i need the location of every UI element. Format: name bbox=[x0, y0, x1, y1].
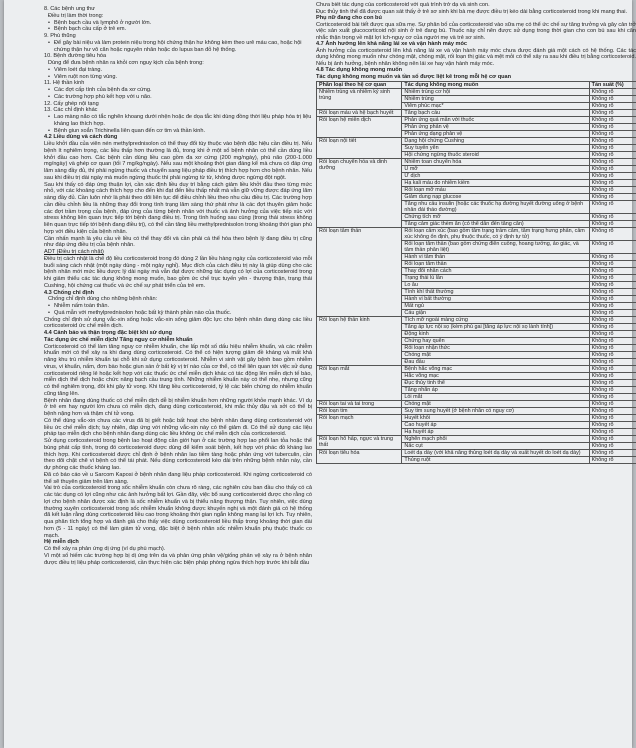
frequency-cell: Không rõ bbox=[589, 408, 636, 415]
table-row bbox=[317, 317, 636, 324]
side-effect-cell: Tính khí thất thường bbox=[402, 289, 589, 296]
side-effect-cell: Hành vi bất thường bbox=[402, 296, 589, 303]
text-paragraph: Đã có báo cáo về u Sarcom Kaposi ở bệnh nhân đang liệu pháp corticosteroid. Khi ngừng corticosteroid có thể sẽ thuyên giảm trên lâm sàng. bbox=[44, 471, 312, 485]
section-heading: 4.7 Ảnh hưởng lên khả năng lái xe và vận hành máy móc bbox=[316, 41, 468, 47]
organ-class-cell: Rối loạn nội tiết bbox=[317, 138, 402, 159]
side-effect-cell: Đau đầu bbox=[402, 359, 589, 366]
side-effect-cell: Tích mỡ ngoài màng cứng bbox=[402, 317, 589, 324]
organ-class-cell: Rối loạn chuyển hóa và dinh dưỡng bbox=[317, 159, 402, 228]
table-row bbox=[317, 89, 636, 96]
table-row bbox=[317, 401, 636, 408]
text-paragraph: 9. Phù thũng bbox=[44, 33, 76, 39]
side-effect-cell: Hành vi tâm thần bbox=[402, 254, 589, 261]
organ-class-cell: Rối loạn máu và hệ bạch huyết bbox=[317, 110, 402, 117]
table-row bbox=[317, 415, 636, 422]
section-heading: Tác dụng không mong muốn và tần số được liệt kê trong mỗi hệ cơ quan bbox=[316, 73, 512, 80]
section-heading: 4.2 Liều dùng và cách dùng bbox=[44, 134, 118, 141]
side-effect-cell: Tăng bạch cầu bbox=[402, 110, 589, 117]
organ-class-cell: Rối loạn hô hấp, ngực và trung thất bbox=[317, 436, 402, 450]
frequency-cell: Không rõ bbox=[589, 124, 636, 131]
frequency-cell: Không rõ bbox=[589, 415, 636, 422]
side-effect-cell: Rối loạn cảm xúc (bao gồm tâm trạng trầm cảm, tâm trạng hưng phấn, cảm xúc không ổn định, phụ thuộc thuốc, có ý định tự tử) bbox=[402, 228, 589, 241]
frequency-cell: Không rõ bbox=[589, 324, 636, 331]
side-effect-cell: Nhiễm trùng cơ hội bbox=[402, 89, 589, 96]
side-effect-cell: Giảm dung nạp glucose bbox=[402, 194, 589, 201]
frequency-cell: Không rõ bbox=[589, 310, 636, 317]
document-page bbox=[4, 0, 636, 748]
side-effect-cell: Rối loạn tâm thần (bao gồm chứng điên cuồng, hoang tưởng, ảo giác, và tâm thần phân liệt) bbox=[402, 241, 589, 254]
side-effect-cell: Ứ dịch bbox=[402, 173, 589, 180]
bullet-item: • Viêm ruột non từng vùng. bbox=[44, 74, 312, 81]
side-effect-cell: Nấc cụt bbox=[402, 443, 589, 450]
section-heading: 4.8 Tác dụng không mong muốn bbox=[316, 67, 403, 73]
side-effect-cell: Lồi mắt bbox=[402, 394, 589, 401]
right-intro bbox=[316, 2, 636, 80]
side-effect-cell: Chứng hay quên bbox=[402, 338, 589, 345]
table-header-row bbox=[317, 82, 636, 89]
bullet-item: • Quá mẫn với methylprednisolon hoặc bất kỳ thành phần nào của thuốc. bbox=[44, 310, 312, 317]
side-effect-cell: Cao huyết áp bbox=[402, 422, 589, 429]
organ-class-cell: Rối loạn tiêu hóa bbox=[317, 450, 402, 464]
organ-class-cell: Rối loạn tim bbox=[317, 408, 402, 415]
frequency-cell: Không rõ bbox=[589, 131, 636, 138]
frequency-cell: Không rõ bbox=[589, 221, 636, 228]
bullet-item: • Nhiễm nấm toàn thân. bbox=[44, 303, 312, 310]
text-paragraph: Dùng để đưa bệnh nhân ra khỏi cơn nguy kịch của bệnh trong: bbox=[48, 60, 204, 66]
table-row bbox=[317, 450, 636, 457]
side-effect-cell: Dạng hội chứng Cushing bbox=[402, 138, 589, 145]
side-effects-table-body bbox=[317, 89, 636, 464]
frequency-cell: Không rõ bbox=[589, 268, 636, 275]
frequency-cell: Không rõ bbox=[589, 261, 636, 268]
section-heading: Hệ miễn dịch bbox=[44, 539, 79, 546]
frequency-cell: Không rõ bbox=[589, 214, 636, 221]
organ-class-cell: Rối loạn mắt bbox=[317, 366, 402, 401]
frequency-cell: Không rõ bbox=[589, 359, 636, 366]
side-effect-cell: Động kinh bbox=[402, 331, 589, 338]
frequency-cell: Không rõ bbox=[589, 275, 636, 282]
frequency-cell: Không rõ bbox=[589, 110, 636, 117]
frequency-cell: Không rõ bbox=[589, 401, 636, 408]
frequency-cell: Không rõ bbox=[589, 194, 636, 201]
frequency-cell: Không rõ bbox=[589, 387, 636, 394]
side-effect-cell: Bệnh hắc võng mạc bbox=[402, 366, 589, 373]
side-effect-cell: Tăng cảm giác thèm ăn (có thể dẫn đến tăng cân) bbox=[402, 221, 589, 228]
text-paragraph: Corticosteroid bài tiết được qua sữa mẹ. Sự phân bố của corticosteroid vào sữa mẹ có thể ức chế sự tăng trưởng và gây cản trở việc sản xuất glucocorticoid nội sinh ở trẻ đang bú. Thuốc này chỉ nên được sử dụng trong thời gian cho con bú sau khi cân nhắc thận trọng về mặt lợi ích-nguy cơ của người mẹ và trẻ sơ sinh. bbox=[316, 21, 636, 41]
side-effect-cell: Thay đổi nhân cách bbox=[402, 268, 589, 275]
frequency-cell: Không rõ bbox=[589, 173, 636, 180]
frequency-cell: Không rõ bbox=[589, 331, 636, 338]
side-effect-cell: Tăng áp lực nội sọ (kèm phù gai [tăng áp lực nội sọ lành tính]) bbox=[402, 324, 589, 331]
side-effect-cell: Hắc võng mạc bbox=[402, 373, 589, 380]
frequency-cell: Không rõ bbox=[589, 96, 636, 103]
header-frequency: Tần suất (%) bbox=[589, 82, 636, 89]
frequency-cell: Không rõ bbox=[589, 117, 636, 124]
frequency-cell: Không rõ bbox=[589, 241, 636, 254]
frequency-cell: Không rõ bbox=[589, 373, 636, 380]
table-row bbox=[317, 117, 636, 124]
side-effect-cell: Loét dạ dày (với khả năng thủng loét dạ dày và xuất huyết do loét dạ dày) bbox=[402, 450, 589, 457]
frequency-cell: Không rõ bbox=[589, 89, 636, 96]
text-paragraph: 11. Hệ thần kinh bbox=[44, 80, 85, 87]
side-effects-table bbox=[316, 81, 636, 464]
text-paragraph: Vì một số hiếm các trường hợp bị dị ứng trên da và phản ứng phản vệ/giống phản vệ xảy ra ở bệnh nhân được điều trị liệu pháp corticosteroid, cần thực hiện các biện pháp phòng ngừa thích hợp trước khi bắt đầu bbox=[44, 552, 312, 566]
section-heading: 4.3 Chống chỉ định bbox=[44, 289, 95, 296]
side-effect-cell: Lo âu bbox=[402, 282, 589, 289]
table-row bbox=[317, 110, 636, 117]
frequency-cell: Không rõ bbox=[589, 443, 636, 450]
frequency-cell: Không rõ bbox=[589, 166, 636, 173]
text-paragraph: Corticosteroid có thể làm tăng nguy cơ nhiễm khuẩn, che lấp một số dấu hiệu nhiễm khuẩn, và các nhiễm khuẩn mới có thể xảy ra khi đang dùng corticosteroid. Có thể có hiện tượng giảm đề kháng và mất khả năng khu trú nhiễm khuẩn tại chỗ khi sử dụng corticosteroid. Nhiễm vi sinh vật gây bệnh bao gồm nhiễm virus, vi khuẩn, nấm, đơn bào hoặc giun sán ở bất kỳ vị trí nào của cơ thể, có thể liên quan tới việc sử dụng corticosteroid riêng lẻ hoặc kết hợp với các thuốc ức chế miễn dịch khác có tác động lên miễn dịch tế bào, miễn dịch thể dịch hoặc chức năng bạch cầu trung tính. Những nhiễm khuẩn này có thể nhẹ, nhưng cũng có thể nghiêm trọng, đôi khi gây tử vong. Khi tăng liều corticosteroid, tỷ lệ các biến chứng do nhiễm khuẩn cũng tăng lên. bbox=[44, 343, 312, 397]
right-column bbox=[316, 2, 636, 746]
side-effect-cell: Chóng mặt bbox=[402, 352, 589, 359]
side-effect-cell: Nhiễm toan chuyển hóa bbox=[402, 159, 589, 166]
table-row bbox=[317, 138, 636, 145]
side-effect-cell: Tăng nhãn áp bbox=[402, 387, 589, 394]
side-effect-cell: Trạng thái lú lẫn bbox=[402, 275, 589, 282]
side-effect-cell: Cáu giận bbox=[402, 310, 589, 317]
text-paragraph: 13. Các chỉ định khác bbox=[44, 107, 98, 114]
text-paragraph: Vai trò của corticosteroid trong sốc nhiễm khuẩn còn chưa rõ ràng, các nghiên cứu ban đầu cho thấy có cả các tác dụng có lợi cũng như các ảnh hưởng bất lợi. Gần đây, việc bổ sung corticosteroid được cho rằng có lợi cho bệnh nhân được xác định là sốc nhiễm khuẩn và bị thiểu năng thượng thận. Tuy nhiên, việc dùng thường xuyên corticosteroid trong sốc nhiễm khuẩn không được khuyến nghị và một đánh giá có hệ thống đã kết luận rằng dùng corticosteroid liều cao trong khoảng thời gian ngắn không mang lại lợi ích. Tuy nhiên, qua phân tích tổng hợp và đánh giá cho thấy việc dùng corticosteroid liều thấp trong khoảng thời gian dài hơn (5 - 11 ngày) có thể làm giảm tử vong, đặc biệt ở bệnh nhân sốc nhiễm khuẩn phụ thuộc thuốc co mạch. bbox=[44, 485, 312, 539]
side-effect-cell: U mỡ bbox=[402, 166, 589, 173]
side-effect-cell: Tăng nhu cầu insulin (hoặc các thuốc hạ đường huyết đường uống ở bệnh nhân đái tháo đường) bbox=[402, 201, 589, 214]
frequency-cell: Không rõ bbox=[589, 429, 636, 436]
side-effect-cell: Mất ngủ bbox=[402, 303, 589, 310]
organ-class-cell: Rối loạn hệ thần kinh bbox=[317, 317, 402, 366]
side-effect-cell: Nhiễm trùng bbox=[402, 96, 589, 103]
bullet-item: • Các trường hợp phù kết hợp với u não. bbox=[44, 94, 312, 101]
frequency-cell: Không rõ bbox=[589, 450, 636, 457]
organ-class-cell: Rối loạn tai và tai trong bbox=[317, 401, 402, 408]
frequency-cell: Không rõ bbox=[589, 228, 636, 241]
frequency-cell: Không rõ bbox=[589, 138, 636, 145]
section-heading: 4.4 Cảnh báo và thận trọng đặc biệt khi sử dụng bbox=[44, 330, 173, 336]
text-paragraph: ADT (Điều trị cách nhật) bbox=[44, 249, 104, 255]
table-row bbox=[317, 159, 636, 166]
frequency-cell: Không rõ bbox=[589, 394, 636, 401]
frequency-cell: Không rõ bbox=[589, 145, 636, 152]
side-effect-cell: Rối loạn mỡ máu bbox=[402, 187, 589, 194]
text-paragraph: Cần nhấn mạnh là yêu cầu về liều có thể thay đổi và cần phải cá thể hóa theo bệnh lý đang điều trị cũng như đáp ứng điều trị của bệnh nhân. bbox=[44, 235, 312, 249]
organ-class-cell: Rối loạn mạch bbox=[317, 415, 402, 436]
frequency-cell: Không rõ bbox=[589, 366, 636, 373]
text-paragraph: Đục thủy tinh thể đã được quan sát thấy ở trẻ sơ sinh khi bà mẹ được điều trị kéo dài bằng corticosteroid trong khi mang thai. bbox=[316, 8, 628, 15]
frequency-cell: Không rõ bbox=[589, 380, 636, 387]
side-effect-cell: Suy tuyến yên bbox=[402, 145, 589, 152]
frequency-cell: Không rõ bbox=[589, 159, 636, 166]
frequency-cell: Không rõ bbox=[589, 201, 636, 214]
text-paragraph: Điều trị cách nhật là chế độ liều corticosteroid trong đó dùng 2 lần liều hàng ngày của corticosteroid vào mỗi buổi sáng cách nhật (một ngày dùng - một ngày nghỉ). Mục đích của cách điều trị này là giúp dùng cho các bệnh nhân mới mức liều dược lý dài ngày mà vẫn đạt được những tác dụng có lợi của corticosteroid trong khi giảm thiểu các tác dụng không mong muốn, bao gồm ức chế trục tuyến yên - thượng thận, trạng thái Cushing, hội chứng cai thuốc và ức chế sự phát triển của trẻ em. bbox=[44, 255, 312, 289]
side-effect-cell: Chứng tích mỡ bbox=[402, 214, 589, 221]
side-effect-cell: Đục thủy tinh thể bbox=[402, 380, 589, 387]
bullet-item: • Lao màng não có tắc nghẽn khoang dưới nhện hoặc đe dọa tắc khi dùng đồng thời liệu pháp hóa trị liệu kháng lao thích hợp. bbox=[44, 114, 312, 128]
side-effect-cell: Rối loạn nhận thức bbox=[402, 345, 589, 352]
text-paragraph: Có thể dùng vắc-xin chưa các virus đã bị giết hoặc bất hoạt cho bệnh nhân đang dùng corticosteroid với liều ức chế miễn dịch; tuy nhiên, đáp ứng với những vắc-xin này có thể giảm đi. Có thể sử dụng các liệu pháp tạo miễn dịch cho bệnh nhân đang dùng các liều không ức chế miễn dịch của corticosteroid. bbox=[44, 417, 312, 438]
organ-class-cell: Nhiễm trùng và nhiễm ký sinh trùng bbox=[317, 89, 402, 110]
frequency-cell: Không rõ bbox=[589, 317, 636, 324]
header-effect: Tác dụng không mong muốn bbox=[402, 82, 589, 89]
frequency-cell: Không rõ bbox=[589, 296, 636, 303]
bullet-item: • Bệnh bạch cầu cấp ở trẻ em. bbox=[44, 26, 312, 33]
bullet-item: • Viêm loét đại tràng. bbox=[44, 67, 312, 74]
side-effect-cell: Viêm phúc mạc* bbox=[402, 103, 589, 110]
text-paragraph: 12. Cấy ghép nội tạng bbox=[44, 100, 99, 107]
frequency-cell: Không rõ bbox=[589, 345, 636, 352]
section-heading: Phụ nữ đang cho con bú bbox=[316, 15, 382, 21]
side-effect-cell: Hạ kali máu do nhiễm kiềm bbox=[402, 180, 589, 187]
side-effect-cell: Phản ứng phản vệ bbox=[402, 124, 589, 131]
text-paragraph: Điều trị làm thời trong: bbox=[48, 12, 104, 19]
table-row bbox=[317, 436, 636, 443]
side-effect-cell: Phản ứng quá mẫn với thuốc bbox=[402, 117, 589, 124]
side-effect-cell: Chóng mặt bbox=[402, 401, 589, 408]
bullet-item: • Bệnh giun xoắn Trichinella liên quan đến cơ tim và thần kinh. bbox=[44, 128, 312, 135]
text-paragraph: 10. Bệnh đường tiêu hóa bbox=[44, 53, 107, 60]
text-paragraph: Chống chỉ định dùng cho những bệnh nhân: bbox=[48, 296, 158, 303]
text-paragraph: Sử dụng corticosteroid trong bệnh lao hoạt động cần giới hạn ở các trường hợp lao phổi lan tỏa hoặc thể bùng phát cấp tính, trong đó corticosteroid được dùng để kiểm soát bệnh, kết hợp với phác đồ kháng lao thích hợp. Khi corticosteroid được chỉ định ở bệnh nhân lao tiềm tàng hoặc phản ứng với tuberculin, cần theo dõi chặt chẽ vì bệnh có thể tái phát. Nếu dùng corticosteroid kéo dài trên những bệnh nhân này, cần dự phòng các thuốc kháng lao. bbox=[44, 438, 312, 471]
text-paragraph: Chống chỉ định sử dụng vắc-xin sống hoặc vắc-xin sống giảm độc lực cho bệnh nhân đang dùng các liều corticosteroid ức chế miễn dịch. bbox=[44, 316, 312, 330]
frequency-cell: Không rõ bbox=[589, 254, 636, 261]
side-effect-cell: Huyết khối bbox=[402, 415, 589, 422]
text-paragraph: Ảnh hưởng của corticosteroid lên khả năng lái xe và vận hành máy móc chưa được đánh giá một cách có hệ thống. Các tác dụng không mong muốn như chóng mặt, chóng mặt, rối loạn thị giác và mệt mỏi có thể xảy ra sau khi điều trị bằng corticosteroid. Nếu bị ảnh hưởng, bệnh nhân không nên lái xe hay vận hành máy móc. bbox=[316, 47, 636, 67]
frequency-cell: Không rõ bbox=[589, 187, 636, 194]
frequency-cell: Không rõ bbox=[589, 103, 636, 110]
bullet-item: • Các đợt cấp tính của bệnh đa xơ cứng. bbox=[44, 87, 312, 94]
organ-class-cell: Rối loạn tâm thần bbox=[317, 228, 402, 317]
table-row bbox=[317, 366, 636, 373]
side-effect-cell: Phản ứng dạng phản vệ bbox=[402, 131, 589, 138]
frequency-cell: Không rõ bbox=[589, 180, 636, 187]
frequency-cell: Không rõ bbox=[589, 352, 636, 359]
bullet-item: • Để gây bài niệu và làm protein niệu trong hội chứng thận hư không kèm theo urê máu cao, hoặc hội chứng thận hư vô căn hoặc nguyên nhân hoặc do lupus ban đỏ hệ thống. bbox=[44, 40, 312, 54]
frequency-cell: Không rõ bbox=[589, 303, 636, 310]
frequency-cell: Không rõ bbox=[589, 436, 636, 443]
side-effect-cell: Suy tim sung huyết (ở bệnh nhân có nguy cơ) bbox=[402, 408, 589, 415]
frequency-cell: Không rõ bbox=[589, 457, 636, 464]
left-column bbox=[44, 6, 312, 746]
frequency-cell: Không rõ bbox=[589, 282, 636, 289]
frequency-cell: Không rõ bbox=[589, 338, 636, 345]
header-organ: Phân loại theo hệ cơ quan bbox=[317, 82, 402, 89]
text-paragraph: Có thể xảy ra phản ứng dị ứng (ví dụ phù mạch). bbox=[44, 546, 166, 552]
side-effect-cell: Rối loạn tâm thần bbox=[402, 261, 589, 268]
frequency-cell: Không rõ bbox=[589, 422, 636, 429]
side-effect-cell: Hạ huyết áp bbox=[402, 429, 589, 436]
side-effect-cell: Thủng ruột bbox=[402, 457, 589, 464]
table-row bbox=[317, 408, 636, 415]
table-row bbox=[317, 228, 636, 241]
organ-class-cell: Rối loạn hệ miễn dịch bbox=[317, 117, 402, 138]
frequency-cell: Không rõ bbox=[589, 152, 636, 159]
text-paragraph: Chưa biết tác dụng của corticosteroid với quá trình trở dạ và sinh con. bbox=[316, 2, 490, 8]
side-effect-cell: Nghẽn mạch phổi bbox=[402, 436, 589, 443]
text-paragraph: 8. Các bệnh ung thư bbox=[44, 6, 96, 12]
text-paragraph: Sau khi thấy có đáp ứng thuận lợi, cần xác định liều duy trì bằng cách giảm liều khởi đầu theo từng mức nhỏ, với các khoảng cách thích hợp cho đến khi đạt đến liều thấp nhất mà vẫn giữ vững được đáp ứng lâm sàng đầy đủ. Cần luôn nhớ là phải theo dõi liên tục để điều chỉnh liều theo nhu cầu điều trị. Các trường hợp cần điều chỉnh liều là những thay đổi trong tình trạng lâm sàng thứ phát như là các đợt thuyên giảm hoặc các đợt trầm trọng của bệnh, đáp ứng của từng bệnh nhân với thuốc và ảnh hưởng của việc tiếp xúc với stress không liên quan trực tiếp tới bệnh đang điều trị. Trong tình huống sau cùng (trong thái stress không liên quan trực tiếp tới bệnh đang điều trị), có thể cần tăng liều methylprednisolon trong khoảng thời gian phù hợp với điều kiện của bệnh nhân. bbox=[44, 181, 312, 235]
side-effect-cell: Hội chứng ngừng thuốc steroid bbox=[402, 152, 589, 159]
bullet-item: • Bệnh bạch cầu và lymphô ở người lớn. bbox=[44, 20, 312, 27]
section-heading: Tác dụng ức chế miễn dịch/ Tăng nguy cơ nhiễm khuẩn bbox=[44, 336, 193, 343]
frequency-cell: Không rõ bbox=[589, 289, 636, 296]
text-paragraph: Liều khởi đầu của viên nén methylprednisolon có thể thay đổi tùy thuộc vào bệnh đặc hiệu cần điều trị. Nếu bệnh ít nghiêm trọng, các liều thấp hơn thường là đủ, trong khi ở một số bệnh nhân có thể cần dùng liều khởi đầu cao hơn. Các bệnh cần dùng liều cao gồm đa xơ cứng (200 mg/ngày), phù não (200-1.000 mg/ngày) và ghép cơ quan (tối 7 mg/kg/ngày). Nếu sau một khoảng thời gian đáng kể mà chưa có đáp ứng lâm sàng đầy đủ, thì phải ngừng thuốc và chuyển sang liệu pháp điều trị thích hợp hơn cho bệnh nhân. Nếu sau khi điều trị dài ngày mà muốn ngừng thuốc thì phải ngừng từ từ, không được ngừng đột ngột. bbox=[44, 141, 312, 181]
text-paragraph: Bệnh nhân đang dùng thuốc có chế miễn dịch dễ bị nhiễm khuẩn hơn những người khỏe mạnh khác. Ví dụ ở trẻ em hay người lớn chưa có miễn dịch, đang dùng corticosteroid, khi mắc thủy đậu và sởi có thể bị bệnh nặng hơn và thậm chí tử vong. bbox=[44, 397, 312, 417]
